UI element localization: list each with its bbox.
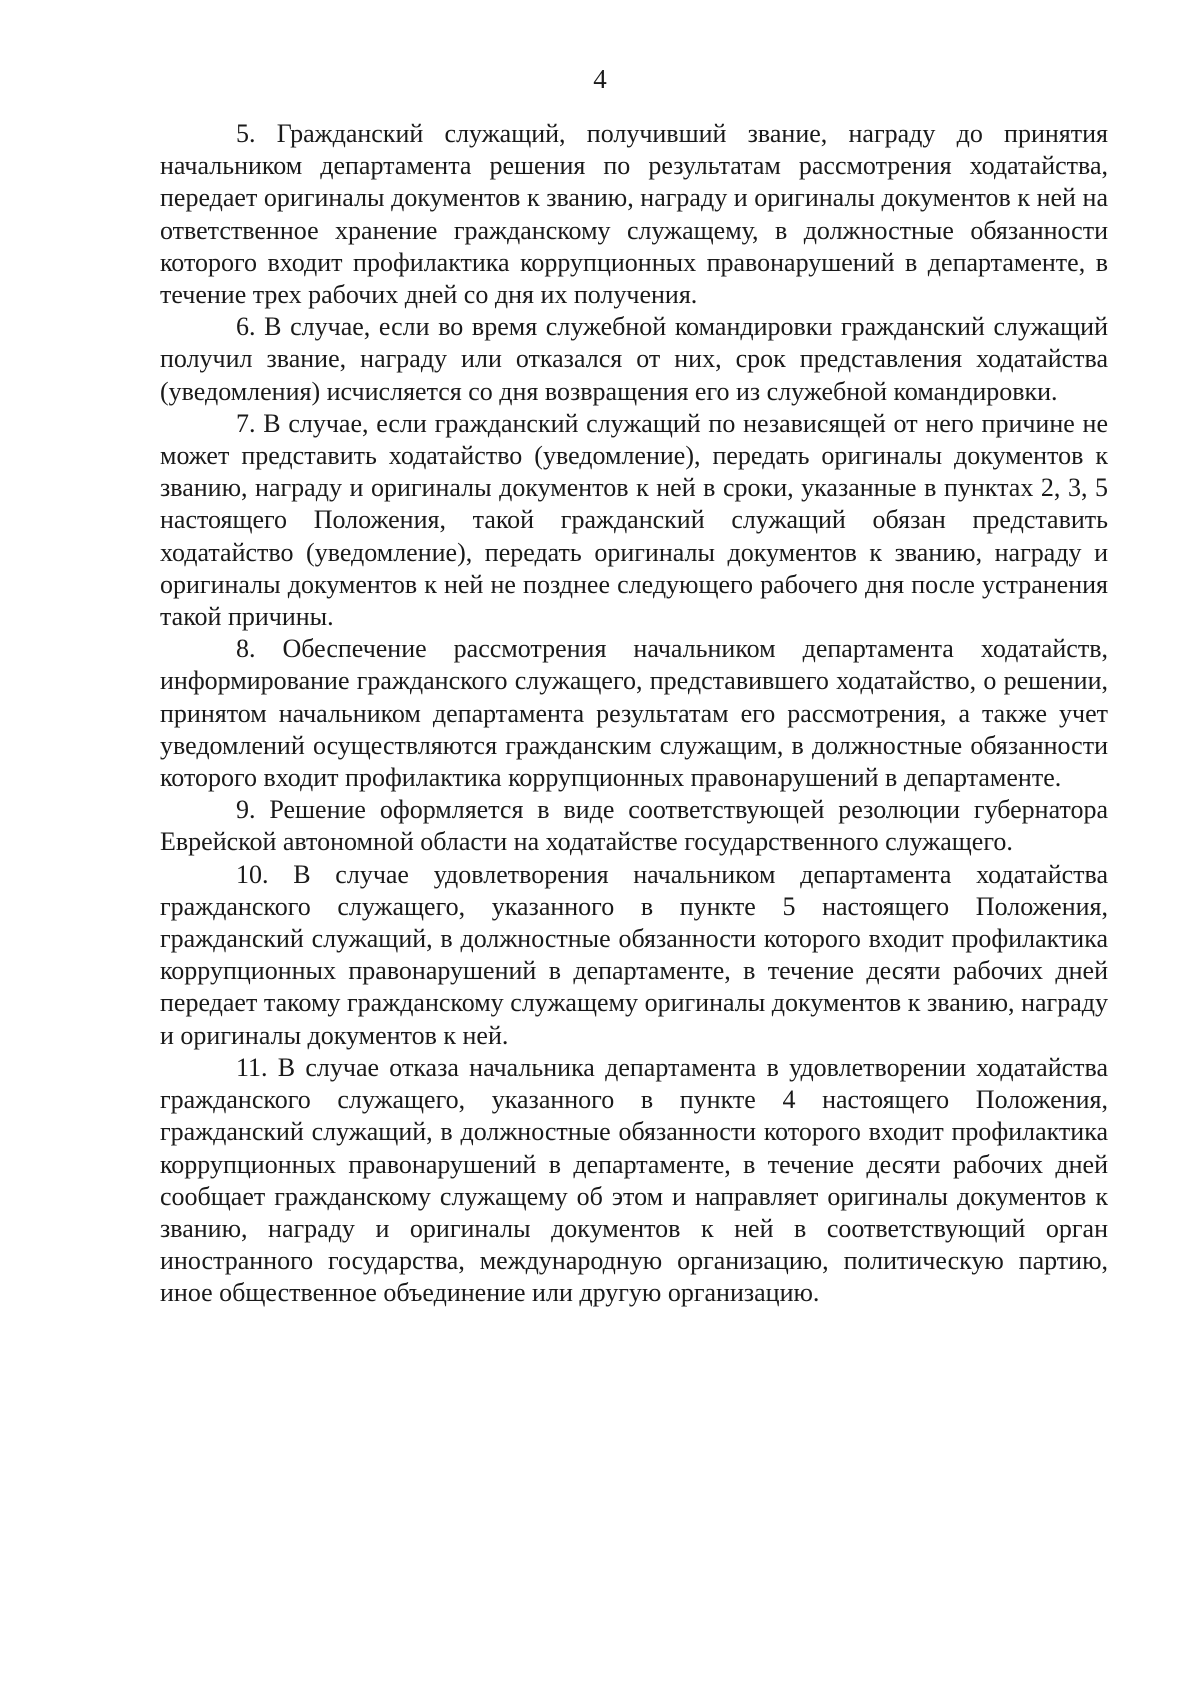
paragraph-10: 10. В случае удовлетворения начальником департамента ходатайства гражданского служащего, указанного в пункте 5 настоящего Положения, гражданский служащий, в должностные обязанности которого входит профилактика коррупционных правонарушений в департаменте, в течение десяти рабочих дней передает такому гражданскому служащему оригиналы документов к званию, награду и оригиналы документов к ней. bbox=[160, 859, 1108, 1050]
paragraph-8: 8. Обеспечение рассмотрения начальником департамента ходатайств, информирование гражданского служащего, представившего ходатайство, о решении, принятом начальником департамента результатам его рассмотрения, а также учет уведомлений осуществляются гражданским служащим, в должностные обязанности которого входит профилактика коррупционных правонарушений в департаменте. bbox=[160, 634, 1108, 793]
paragraph-6: 6. В случае, если во время служебной командировки гражданский служащий получил звание, награду или отказался от них, срок представления ходатайства (уведомления) исчисляется со дня возвращения его из служебной командировки. bbox=[160, 312, 1108, 406]
page-number: 4 bbox=[593, 64, 607, 94]
document-body bbox=[160, 118, 1108, 1310]
paragraph-5: 5. Гражданский служащий, получивший звание, награду до принятия начальником департамента решения по результатам рассмотрения ходатайства, передает оригиналы документов к званию, награду и оригиналы документов к ней на ответственное хранение гражданскому служащему, в должностные обязанности которого входит профилактика коррупционных правонарушений в департаменте, в течение трех рабочих дней со дня их получения. bbox=[160, 119, 1108, 310]
paragraph-7: 7. В случае, если гражданский служащий по независящей от него причине не может представить ходатайство (уведомление), передать оригиналы документов к званию, награду и оригиналы документов к ней в сроки, указанные в пунктах 2, 3, 5 настоящего Положения, такой гражданский служащий обязан представить ходатайство (уведомление), передать оригиналы документов к званию, награду и оригиналы документов к ней не позднее следующего рабочего дня после устранения такой причины. bbox=[160, 408, 1108, 632]
paragraph-11: 11. В случае отказа начальника департамента в удовлетворении ходатайства гражданского служащего, указанного в пункте 4 настоящего Положения, гражданский служащий, в должностные обязанности которого входит профилактика коррупционных правонарушений в департаменте, в течение десяти рабочих дней сообщает гражданскому служащему об этом и направляет оригиналы документов к званию, награду и оригиналы документов к ней в соответствующий орган иностранного государства, международную организацию, политическую партию, иное общественное объединение или другую организацию. bbox=[160, 1052, 1108, 1308]
paragraph-9: 9. Решение оформляется в виде соответствующей резолюции губернатора Еврейской автономной области на ходатайстве государственного служащего. bbox=[160, 795, 1108, 857]
